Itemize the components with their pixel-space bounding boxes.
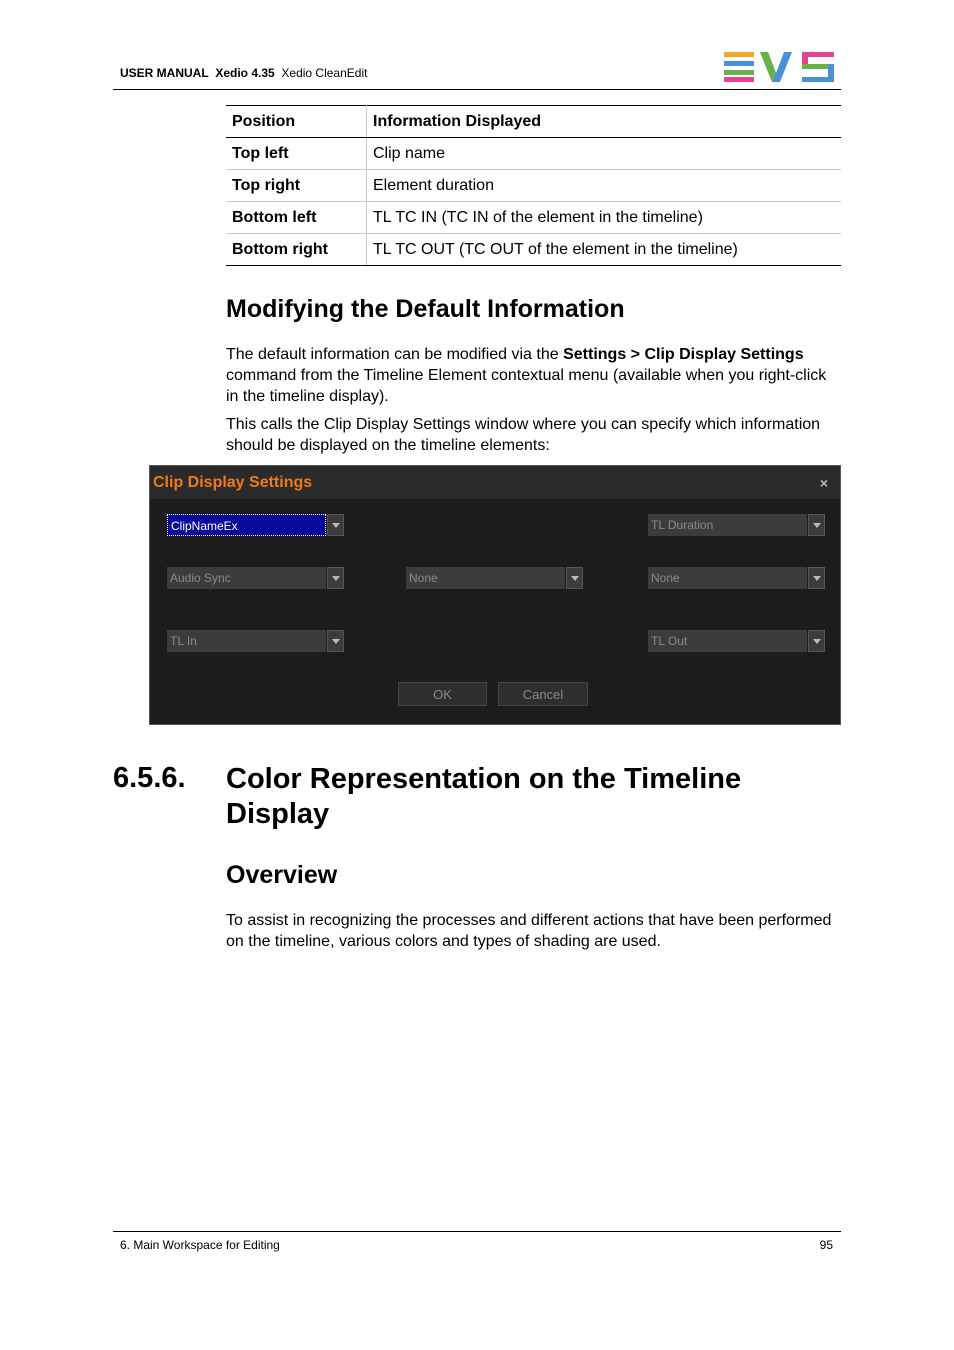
table-row: [226, 234, 841, 266]
p1-menu-path: Settings > Clip Display Settings: [563, 346, 804, 363]
bottom-left-dropdown[interactable]: [167, 630, 344, 652]
overview-heading: Overview: [226, 861, 338, 889]
middle-right-dropdown[interactable]: [648, 567, 825, 589]
table-cell: TL TC OUT (TC OUT of the element in the timeline): [367, 234, 842, 266]
section-title: Color Representation on the Timeline Display: [226, 763, 742, 830]
header-product: Xedio 4.35: [215, 66, 275, 80]
page-number: 95: [819, 1238, 833, 1252]
chevron-down-icon[interactable]: [808, 567, 825, 589]
bottom-right-dropdown[interactable]: [648, 630, 825, 652]
chevron-down-icon[interactable]: [808, 514, 825, 536]
table-cell: Bottom right: [226, 234, 367, 266]
top-left-dropdown[interactable]: [167, 514, 344, 536]
info-table: [226, 105, 841, 266]
ok-button[interactable]: OK: [398, 682, 487, 706]
header-rule: [113, 89, 841, 90]
chevron-down-icon[interactable]: [327, 514, 344, 536]
table-cell: Bottom left: [226, 202, 367, 234]
evs-logo: [724, 51, 836, 82]
overview-paragraph: To assist in recognizing the processes and different actions that have been performed on the timeline, various colors and types of shading are used.: [226, 912, 832, 950]
top-right-value[interactable]: TL Duration: [648, 514, 807, 536]
table-header-cell: Information Displayed: [367, 106, 842, 138]
dialog-title-bar: [150, 466, 840, 499]
middle-center-dropdown[interactable]: [406, 567, 583, 589]
table-row: [226, 170, 841, 202]
close-icon[interactable]: ×: [819, 475, 828, 491]
p1-text-before: The default information can be modified via the: [226, 346, 564, 363]
header-module: Xedio CleanEdit: [281, 66, 368, 80]
running-header: [120, 66, 367, 80]
table-row: [226, 138, 841, 170]
footer-chapter: 6. Main Workspace for Editing: [120, 1238, 280, 1252]
chevron-down-icon[interactable]: [327, 630, 344, 652]
chevron-down-icon[interactable]: [566, 567, 583, 589]
modifying-heading: Modifying the Default Information: [226, 295, 625, 323]
middle-right-value[interactable]: None: [648, 567, 807, 589]
cancel-button[interactable]: Cancel: [498, 682, 588, 706]
clip-display-settings-dialog: [149, 465, 841, 725]
dialog-title: Clip Display Settings: [153, 474, 313, 491]
table-cell: Top left: [226, 138, 367, 170]
table-cell: Top right: [226, 170, 367, 202]
table-header-row: [226, 106, 841, 138]
footer-rule: [113, 1231, 841, 1232]
chevron-down-icon[interactable]: [808, 630, 825, 652]
middle-center-value[interactable]: None: [406, 567, 565, 589]
modifying-paragraph-2: This calls the Clip Display Settings window where you can specify which information should be displayed on the timeline elements:: [226, 416, 821, 454]
header-manual: USER MANUAL: [120, 66, 209, 80]
p1-text-after: command from the Timeline Element contextual menu (available when you right-click in the timeline display).: [226, 367, 827, 405]
modifying-paragraph-1: [226, 344, 831, 407]
bottom-right-value[interactable]: TL Out: [648, 630, 807, 652]
top-right-dropdown[interactable]: [648, 514, 825, 536]
table-cell: Element duration: [367, 170, 842, 202]
bottom-left-value[interactable]: TL In: [167, 630, 326, 652]
section-number: 6.5.6.: [113, 762, 186, 794]
middle-left-value[interactable]: Audio Sync: [167, 567, 326, 589]
table-row: [226, 202, 841, 234]
table-header-cell: Position: [226, 106, 367, 138]
top-left-value[interactable]: ClipNameEx: [167, 514, 326, 536]
table-cell: Clip name: [367, 138, 842, 170]
table-cell: TL TC IN (TC IN of the element in the timeline): [367, 202, 842, 234]
middle-left-dropdown[interactable]: [167, 567, 344, 589]
chevron-down-icon[interactable]: [327, 567, 344, 589]
